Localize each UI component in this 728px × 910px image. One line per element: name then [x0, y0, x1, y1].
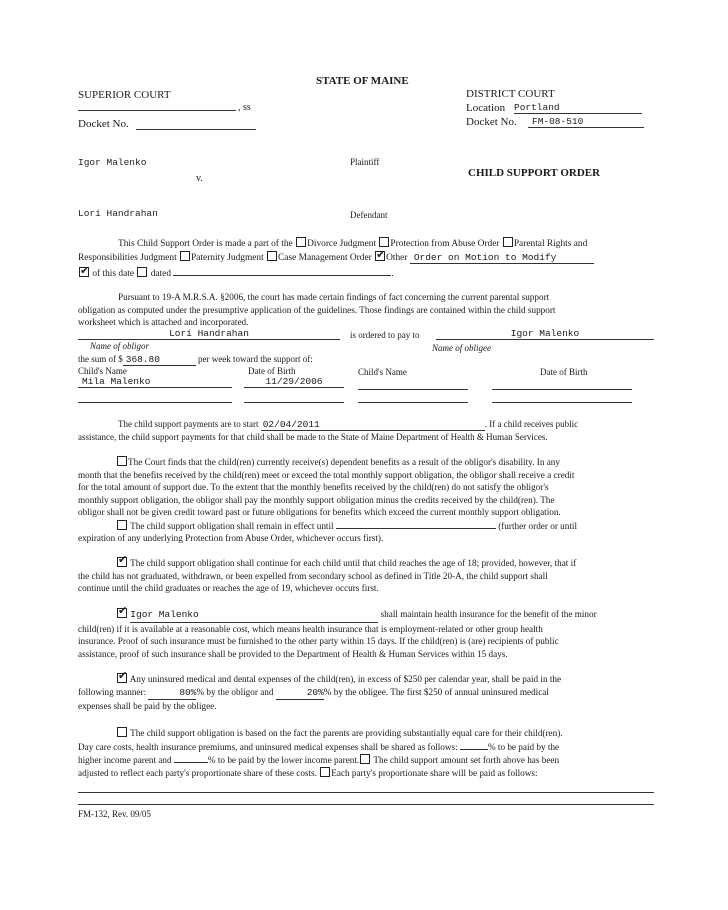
remain-label: The child support obligation shall remain in effect until [130, 520, 334, 531]
uninsured-line-3: expenses shall be paid by the obligee. [78, 701, 217, 711]
disability-line-3: for the total amount of support due. To the extent that the monthly benefits received by the child(ren) do not satisfy the obligor's [78, 482, 549, 492]
child1-dob: 11/29/2006 [244, 376, 344, 388]
obligor-caption: Name of obligor [90, 341, 150, 351]
payments-line-2: assistance, the child support payments for that child shall be made to the State of Maine Department of Health & Human Services. [78, 432, 548, 442]
insurance-checkbox[interactable] [117, 608, 127, 618]
equal-care-line-2a: Day care costs, health insurance premiums, and uninsured medical expenses shall be shared as follows: [78, 741, 458, 752]
uninsured-line-1-text: Any uninsured medical and dental expenses of the child(ren), in excess of $250 per calendar year, shall be paid in the [129, 674, 562, 684]
child4-name-line [358, 402, 468, 403]
versus-label: v. [196, 173, 203, 184]
child3-name-line [78, 402, 232, 403]
district-court-label: DISTRICT COURT [466, 88, 555, 100]
plaintiff-label: Plaintiff [350, 157, 380, 167]
adjusted-checkbox[interactable] [360, 754, 370, 764]
age18-checkbox[interactable] [117, 557, 127, 567]
equal-care-line-4a: adjusted to reflect each party's proportionate share of these costs. [78, 767, 317, 778]
equal-care-line-4b: Each party's proportionate share will be paid as follows: [331, 767, 538, 778]
age18-line-2: the child has not graduated, withdrawn, or been expelled from secondary school as defined in Title 20-A, the child support shall [78, 570, 548, 581]
equal-care-line-4 [78, 767, 658, 780]
equal-care-line-3 [78, 753, 658, 767]
equal-care-blank-line-1 [78, 792, 654, 793]
county-blank [78, 100, 236, 111]
order-title: CHILD SUPPORT ORDER [468, 167, 601, 179]
pursuant-line-1: Pursuant to 19-A M.R.S.A. §2006, the court has made certain findings of fact concerning the current parental support [118, 292, 550, 302]
ss-label: , ss [238, 102, 251, 113]
pursuant-paragraph [78, 291, 658, 329]
lower-pct-blank [174, 753, 208, 763]
insurance-paragraph [78, 608, 658, 660]
dob-header-1: Date of Birth [248, 366, 296, 376]
remain-checkbox[interactable] [117, 520, 127, 530]
pursuant-line-3: worksheet which is attached and incorporated. [78, 317, 249, 327]
divorce-judgment-checkbox[interactable] [296, 237, 306, 247]
obligor-pct-value: 80% [148, 687, 196, 701]
age18-line-3: continue until the child graduates or reaches the age of 19, whichever occurs first. [78, 583, 379, 593]
child2-dob-line [492, 389, 632, 390]
child1-name: Mila Malenko [78, 376, 232, 388]
payments-line-1-end: . If a child receives public [484, 419, 579, 429]
equal-care-paragraph [78, 727, 658, 779]
superior-court-label: SUPERIOR COURT [78, 89, 171, 101]
equal-care-line-1 [78, 727, 658, 740]
sum-value: 368.80 [123, 354, 196, 366]
protection-abuse-checkbox[interactable] [379, 237, 389, 247]
obligor-value: Lori Handrahan [78, 328, 340, 340]
parental-rights-label: Parental Rights and [513, 239, 588, 249]
obligee-pct-text: % by the obligee. The first $250 of annual uninsured medical [323, 686, 549, 697]
age18-line-1-text: The child support obligation shall continue for each child until that child reaches the age of 18; provided, however, that if [130, 558, 577, 568]
responsibilities-label: Responsibilities Judgment [78, 253, 177, 263]
equal-care-blank-line-2 [78, 804, 654, 805]
higher-pct-blank [460, 740, 488, 750]
docket-no-left-label: Docket No. [78, 118, 129, 130]
ordered-to-pay-label: is ordered to pay to [350, 330, 420, 340]
docket-no-right-label: Docket No. [466, 116, 517, 128]
disability-line-7: expiration of any underlying Protection from Abuse Order, whichever occurs first). [78, 533, 384, 543]
equal-care-line-3c: The child support amount set forth above has been [373, 755, 560, 765]
form-number: FM-132, Rev. 09/05 [78, 809, 151, 819]
protection-abuse-label: Protection from Abuse Order [390, 239, 500, 249]
dob-header-2: Date of Birth [540, 367, 588, 377]
intro-line-2 [78, 251, 594, 264]
obligor-pct-text: % by the obligor and [196, 686, 274, 697]
intro-line-3 [78, 265, 394, 279]
per-week-label: per week toward the support of: [198, 354, 313, 364]
dated-label: dated [150, 269, 172, 279]
pursuant-line-2: obligation as computed under the presumptive application of the guidelines. Those findings are contained within the child support [78, 304, 556, 315]
equal-care-line-3b: % to be paid by the lower income parent. [207, 755, 360, 765]
equal-care-line-2b: % to be paid by the [487, 741, 560, 752]
remain-line [78, 519, 658, 533]
paternity-label: Paternity Judgment [191, 253, 264, 263]
child4-dob-line [492, 402, 632, 403]
dated-blank [173, 265, 391, 276]
sum-line [78, 354, 313, 366]
disability-line-4: monthly support obligation, the obligor shall pay the monthly support obligation minus the credits received by the child(ren). The [78, 494, 555, 505]
equal-care-line-2 [78, 740, 658, 754]
payments-line-1 [118, 419, 578, 431]
uninsured-line-2 [78, 686, 658, 701]
remain-end: (further order or until [498, 520, 578, 531]
disability-line-2: month that the benefits received by the child(ren) meet or exceed the total monthly support obligation, the obligor shall receive a credit [78, 469, 575, 480]
insurance-line-1 [78, 608, 658, 623]
disability-checkbox[interactable] [117, 456, 127, 466]
docket-no-left-blank [136, 117, 256, 130]
childs-name-header-2: Child's Name [358, 367, 407, 377]
parental-rights-checkbox[interactable] [503, 237, 513, 247]
uninsured-checkbox[interactable] [117, 673, 127, 683]
sum-label: the sum of $ [78, 354, 123, 364]
location-label: Location [466, 102, 506, 114]
proportionate-checkbox[interactable] [320, 767, 330, 777]
equal-care-line-1-text: The child support obligation is based on the fact the parents are providing substantially equal care for their child(ren). [130, 728, 563, 738]
insurance-line-2: child(ren) if it is available at a reasonable cost, which means health insurance that is employment-related or other group health [78, 623, 543, 634]
state-title: STATE OF MAINE [316, 75, 409, 87]
defendant-name: Lori Handrahan [78, 208, 158, 219]
docket-no-right-value: FM-08-510 [528, 116, 644, 128]
obligee-caption: Name of obligee [432, 343, 491, 353]
age18-paragraph [78, 557, 658, 595]
divorce-judgment-label: Divorce Judgment [307, 239, 377, 249]
defendant-label: Defendant [350, 210, 388, 220]
dated-period: . [391, 269, 394, 279]
other-label: Other [386, 253, 408, 263]
disability-line-1 [78, 456, 658, 469]
case-mgmt-checkbox[interactable] [267, 251, 277, 261]
childs-name-header-1: Child's Name [78, 366, 127, 376]
insurance-line-4: assistance, proof of such insurance shall be provided to the Department of Health & Human Services within 15 days. [78, 648, 508, 659]
dated-checkbox[interactable] [137, 267, 147, 277]
disability-line-5: obligor shall not be given credit toward past or future obligations for benefits which exceed the current monthly support obligation. [78, 507, 561, 517]
uninsured-paragraph [78, 673, 658, 713]
of-this-date-checkbox[interactable] [79, 267, 89, 277]
other-value: Order on Motion to Modify [410, 252, 594, 264]
obligee-value: Igor Malenko [436, 328, 654, 340]
disability-line-1-text: The Court finds that the child(ren) currently receive(s) dependent benefits as a result of the obligor's disability. In any [128, 457, 560, 467]
other-checkbox[interactable] [375, 251, 385, 261]
insurance-line-1-end: shall maintain health insurance for the benefit of the minor [380, 609, 597, 619]
intro-text: This Child Support Order is made a part of the [118, 239, 293, 249]
case-mgmt-label: Case Management Order [278, 253, 372, 263]
uninsured-line-1 [78, 673, 658, 686]
location-value: Portland [514, 102, 642, 114]
insurance-name-value: Igor Malenko [130, 609, 378, 623]
plaintiff-name: Igor Malenko [78, 157, 147, 168]
payments-start-value: 02/04/2011 [261, 419, 485, 431]
following-label: following manner: [78, 686, 147, 697]
insurance-line-3: insurance. Proof of such insurance must be furnished to the other party within 15 days. If the child(ren) is (are) recipients of public [78, 636, 559, 646]
of-this-date-label: of this date [92, 269, 135, 279]
obligee-pct-value: 20% [276, 687, 324, 701]
payments-start-label: The child support payments are to start [118, 419, 259, 429]
age18-line-1 [78, 557, 658, 570]
paternity-checkbox[interactable] [180, 251, 190, 261]
remain-blank [336, 519, 496, 529]
child3-dob-line [244, 402, 344, 403]
equal-care-line-3a: higher income parent and [78, 755, 172, 765]
disability-paragraph [78, 456, 658, 545]
equal-care-checkbox[interactable] [117, 727, 127, 737]
child2-name-line [358, 389, 468, 390]
intro-line-1 [118, 237, 587, 249]
